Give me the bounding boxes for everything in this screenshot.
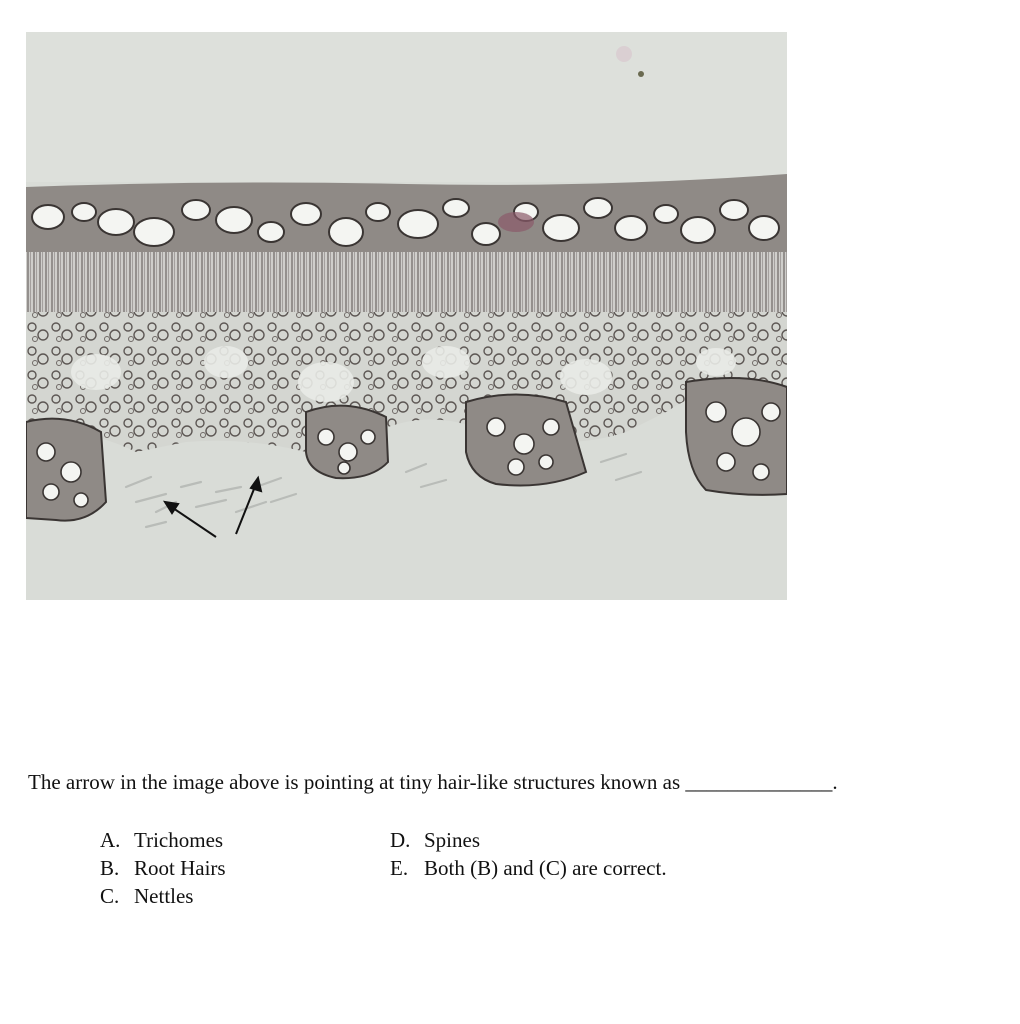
option-a[interactable] — [100, 826, 226, 854]
option-d-text: Spines — [424, 828, 481, 852]
options-left-column — [100, 826, 226, 910]
options-right-column — [390, 826, 667, 882]
question-stem: The arrow in the image above is pointing at tiny hair-like structures known as — [28, 770, 686, 794]
option-e[interactable] — [390, 854, 667, 882]
answer-blank: ______________. — [685, 770, 838, 794]
option-c-letter: C. — [100, 884, 120, 908]
option-d[interactable] — [390, 826, 667, 854]
option-d-letter: D. — [390, 828, 411, 852]
option-a-letter: A. — [100, 828, 121, 852]
option-b-text: Root Hairs — [134, 856, 226, 880]
option-b[interactable] — [100, 854, 226, 882]
option-a-text: Trichomes — [134, 828, 224, 852]
palisade-mesophyll — [26, 252, 787, 314]
pigmented-cell — [498, 212, 534, 232]
leaf-cross-section-micrograph — [26, 32, 787, 600]
option-c[interactable] — [100, 882, 226, 910]
option-b-letter: B. — [100, 856, 120, 880]
option-e-letter: E. — [390, 856, 409, 880]
question-text — [28, 768, 838, 796]
option-e-text: Both (B) and (C) are correct. — [424, 856, 667, 880]
option-c-text: Nettles — [134, 884, 194, 908]
